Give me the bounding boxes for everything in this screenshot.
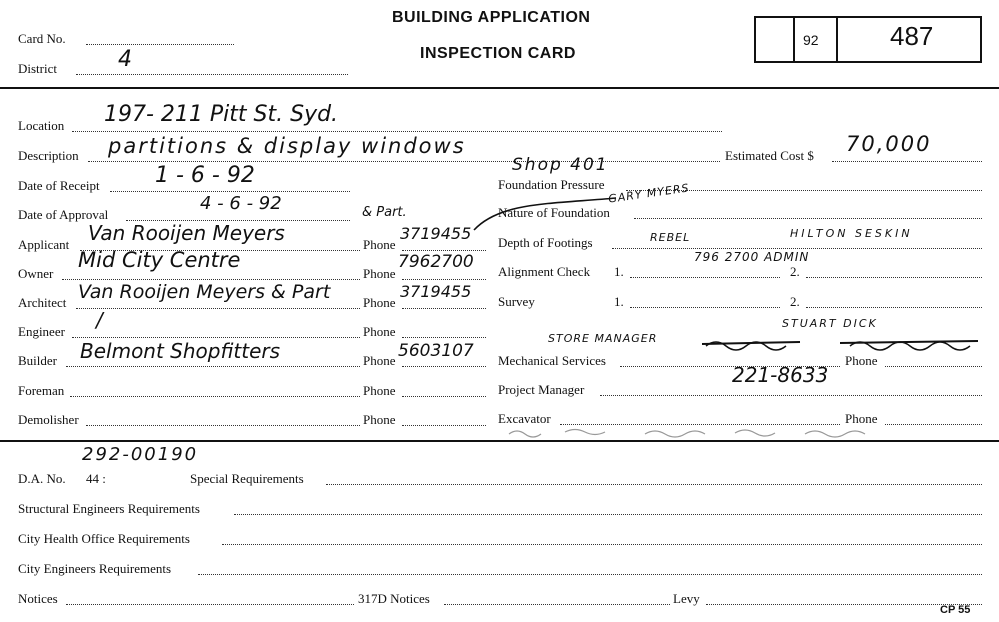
crossed-out-text: [700, 334, 980, 354]
engineer-line: [72, 337, 360, 338]
mech-note: STORE MANAGER: [548, 332, 658, 345]
owner-phone-line: [402, 279, 486, 280]
applicant-value: Van Rooijen Meyers: [88, 221, 285, 245]
special-requirements-line: [326, 484, 982, 485]
nature-note: GARY MYERS: [607, 181, 691, 206]
foreman-line: [70, 396, 360, 397]
demolisher-line: [86, 425, 360, 426]
demolisher-phone-label: Phone: [363, 412, 396, 427]
date-of-receipt-value: 1 - 6 - 92: [155, 163, 255, 188]
survey-1-line: [630, 307, 780, 308]
alignment-check-label: Alignment Check: [498, 264, 591, 279]
applicant-phone-value: 3719455: [400, 224, 472, 243]
middle-rule: [0, 440, 999, 442]
card-year: 92: [803, 32, 819, 48]
excavator-phone-label: Phone: [845, 411, 878, 426]
da-no-label: D.A. No.: [18, 471, 66, 486]
mechanical-services-label: Mechanical Services: [498, 353, 606, 368]
date-of-receipt-label: Date of Receipt: [18, 178, 100, 193]
levy-label: Levy: [673, 591, 700, 606]
applicant-label: Applicant: [18, 237, 70, 252]
notices-line: [66, 604, 354, 605]
district-value: 4: [118, 47, 132, 72]
district-label: District: [18, 61, 57, 76]
architect-phone-label: Phone: [363, 295, 396, 310]
card-title-line1: BUILDING APPLICATION: [392, 9, 591, 26]
survey-2-line: [806, 307, 982, 308]
card-title-line2: INSPECTION CARD: [420, 45, 576, 62]
top-rule: [0, 87, 999, 89]
depth-of-footings-line: [612, 248, 982, 249]
description-line: [88, 161, 720, 162]
description-value: partitions & display windows: [108, 134, 466, 158]
alignment-note: 796 2700 ADMIN: [694, 250, 810, 264]
foreman-label: Foreman: [18, 383, 65, 398]
depth-note-1: REBEL: [650, 231, 691, 244]
date-of-approval-value: 4 - 6 - 92: [200, 193, 282, 214]
da-prefix: 44 :: [86, 471, 106, 486]
engineer-phone-label: Phone: [363, 324, 396, 339]
box-divider-1: [793, 16, 795, 63]
notices-label: Notices: [18, 591, 58, 606]
builder-value: Belmont Shopfitters: [80, 339, 281, 363]
architect-line: [76, 308, 360, 309]
owner-line: [62, 279, 360, 280]
city-health-line: [222, 544, 982, 545]
da-number: 292-00190: [82, 444, 199, 465]
applicant-phone-line: [402, 250, 486, 251]
card-number-box: [754, 16, 982, 63]
special-requirements-label: Special Requirements: [190, 471, 304, 486]
excavator-phone-line: [885, 424, 982, 425]
builder-line: [66, 366, 360, 367]
foreman-phone-line: [402, 396, 486, 397]
owner-label: Owner: [18, 266, 54, 281]
builder-label: Builder: [18, 353, 57, 368]
estimated-cost-label: Estimated Cost $: [725, 148, 814, 163]
survey-2: 2.: [790, 294, 800, 309]
city-engineers-label: City Engineers Requirements: [18, 561, 172, 576]
city-engineers-line: [198, 574, 982, 575]
card-number: 487: [890, 21, 934, 51]
alignment-check-2: 2.: [790, 264, 800, 279]
description-label: Description: [18, 148, 79, 163]
location-value: 197- 211 Pitt St. Syd.: [104, 102, 339, 127]
foreman-phone-label: Phone: [363, 383, 396, 398]
owner-phone-label: Phone: [363, 266, 396, 281]
mechanical-phone-line: [885, 366, 982, 367]
form-code: CP 55: [940, 604, 971, 616]
survey-1: 1.: [614, 294, 624, 309]
engineer-label: Engineer: [18, 324, 65, 339]
owner-value: Mid City Centre: [78, 248, 241, 272]
box-divider-2: [836, 16, 838, 63]
project-manager-line: [600, 395, 982, 396]
alignment-check-1-line: [630, 277, 780, 278]
architect-phone-value: 3719455: [400, 282, 472, 301]
location-label: Location: [18, 118, 65, 133]
card-no-label: Card No.: [18, 31, 66, 46]
date-of-receipt-line: [110, 191, 350, 192]
date-of-approval-label: Date of Approval: [18, 207, 109, 222]
mechanical-phone-label: Phone: [845, 353, 878, 368]
card-no-line: [86, 44, 234, 45]
description-note: Shop 401: [512, 155, 609, 175]
demolisher-phone-line: [402, 425, 486, 426]
survey-label: Survey: [498, 294, 535, 309]
estimated-cost-value: 70,000: [846, 132, 932, 156]
district-line: [76, 74, 348, 75]
nature-of-foundation-line: [634, 218, 982, 219]
builder-phone-value: 5603107: [398, 341, 474, 361]
nature-of-foundation-label: Nature of Foundation: [498, 205, 610, 220]
engineer-value: /: [96, 308, 103, 332]
demolisher-label: Demolisher: [18, 412, 79, 427]
depth-note-2: HILTON SESKIN: [790, 227, 913, 240]
owner-phone-value: 7962700: [398, 252, 474, 272]
mech-name: STUART DICK: [782, 317, 878, 330]
architect-phone-line: [402, 308, 486, 309]
engineer-phone-line: [402, 337, 486, 338]
architect-label: Architect: [18, 295, 67, 310]
foundation-pressure-label: Foundation Pressure: [498, 177, 605, 192]
structural-engineers-line: [234, 514, 982, 515]
applicant-phone-label: Phone: [363, 237, 396, 252]
project-manager-label: Project Manager: [498, 382, 585, 397]
applicant-note: & Part.: [362, 205, 407, 220]
depth-of-footings-label: Depth of Footings: [498, 235, 593, 250]
location-line: [72, 131, 722, 132]
city-health-label: City Health Office Requirements: [18, 531, 190, 546]
builder-phone-label: Phone: [363, 353, 396, 368]
alignment-check-2-line: [806, 277, 982, 278]
project-manager-phone: 221-8633: [732, 363, 829, 387]
alignment-check-1: 1.: [614, 264, 624, 279]
structural-engineers-label: Structural Engineers Requirements: [18, 501, 200, 516]
builder-phone-line: [402, 366, 486, 367]
estimated-cost-line: [832, 161, 982, 162]
excavator-label: Excavator: [498, 411, 551, 426]
arrow-line: [470, 194, 620, 234]
notices-317d-line: [444, 604, 670, 605]
notices-317d-label: 317D Notices: [358, 591, 430, 606]
architect-value: Van Rooijen Meyers & Part: [78, 281, 331, 303]
